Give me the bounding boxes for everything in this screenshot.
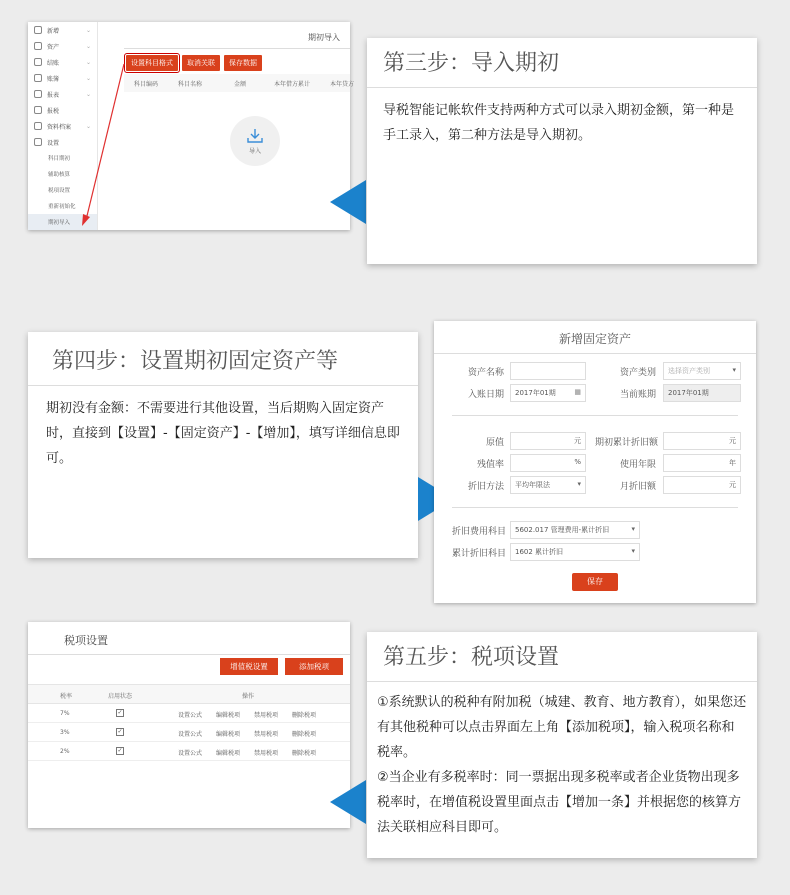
orig-value-input[interactable]: 元 — [510, 432, 586, 450]
chevron-down-icon: ▾ — [631, 547, 635, 555]
step-title: 第五步：税项设置 — [383, 645, 560, 670]
delete-tax-link[interactable]: 删除税项 — [292, 731, 317, 738]
col-status: 启用状态 — [108, 693, 133, 700]
step-body: 导税智能记帐软件支持两种方式可以录入期初金额，第一种是手工录入，第二种方法是导入期初。 — [383, 103, 735, 143]
tax-rate: 7% — [60, 710, 70, 717]
sidebar-item-label: 资料档案 — [47, 123, 72, 131]
sidebar-subitem[interactable]: 重新初始化 — [48, 204, 76, 210]
asset-type-label: 资产类别 — [619, 368, 656, 378]
tax-rate: 3% — [60, 729, 70, 736]
table-header — [124, 74, 355, 92]
monthly-dep-input[interactable]: 元 — [663, 476, 741, 494]
import-button[interactable] — [230, 116, 280, 166]
step-title: 第四步：设置期初固定资产等 — [52, 349, 339, 374]
step4-form-screenshot — [434, 321, 756, 603]
sidebar-subitem[interactable]: 期初导入 — [28, 214, 97, 230]
table-row — [28, 723, 350, 742]
col-name: 科目名称 — [178, 80, 203, 88]
enabled-checkbox[interactable]: ✓ — [117, 709, 123, 716]
cancel-link-button[interactable]: 取消关联 — [182, 55, 220, 71]
sidebar-subitem[interactable]: 科目期初 — [48, 156, 71, 162]
settle-icon — [34, 58, 42, 66]
red-arrow-annotation — [68, 62, 128, 232]
set-formula-link[interactable]: 设置公式 — [178, 750, 203, 757]
save-button[interactable]: 保存 — [572, 573, 618, 591]
sidebar-subitem[interactable]: 辅助核算 — [48, 172, 71, 178]
chevron-down-icon: ▾ — [631, 525, 635, 533]
chevron-down-icon: ▾ — [732, 366, 736, 374]
ledger-icon — [34, 74, 42, 82]
sidebar-item[interactable] — [28, 22, 97, 38]
main-area — [124, 22, 355, 230]
col-ops: 操作 — [242, 693, 255, 700]
entry-date-input[interactable]: 2017年01期 ▦ — [510, 384, 586, 402]
table-row — [28, 704, 350, 723]
step3-screenshot — [28, 22, 355, 230]
col-debit: 本年借方累计 — [274, 80, 311, 88]
step-title: 第三步：导入期初 — [383, 51, 560, 76]
residual-rate-input[interactable]: % — [510, 454, 586, 472]
report-icon — [34, 90, 42, 98]
disable-tax-link[interactable]: 禁用税项 — [254, 712, 279, 719]
entry-date-label: 入账日期 — [467, 390, 504, 400]
step-body: 期初没有金额：不需要进行其他设置，当后期购入固定资产时，直接到【设置】-【固定资产】-【增加】，填写详细信息即可。 — [46, 401, 400, 466]
col-rate: 税率 — [60, 693, 73, 700]
step-body-1: ①系统默认的税种有附加税（城建、教育、地方教育），如果您还有其他税种可以点击界面左上角【添加税项】，输入税项名称和税率。 — [377, 695, 747, 760]
import-label: 导入 — [248, 147, 261, 155]
dep-method-select[interactable]: 平均年限法 ▾ — [510, 476, 586, 494]
acc-dep-input[interactable]: 元 — [663, 432, 741, 450]
chevron-down-icon: ▾ — [577, 480, 581, 488]
tax-icon — [34, 106, 42, 114]
chevron-down-icon: ⌄ — [85, 122, 91, 130]
sidebar-item-label: 资产 — [47, 43, 60, 51]
acc-dep-account-label: 累计折旧科目 — [451, 549, 506, 559]
current-period-field: 2017年01期 — [663, 384, 741, 402]
life-label: 使用年限 — [619, 460, 656, 470]
tax-rate: 2% — [60, 748, 70, 755]
edit-tax-link[interactable]: 编辑税项 — [216, 712, 241, 719]
pointer-arrow — [330, 180, 366, 224]
sidebar-item-label: 结账 — [47, 59, 60, 67]
dep-cost-select[interactable]: 5602.017 管理费用-累计折旧 ▾ — [510, 521, 640, 539]
dep-cost-label: 折旧费用科目 — [451, 527, 506, 537]
dep-method-label: 折旧方法 — [467, 482, 504, 492]
vat-settings-button[interactable]: 增值税设置 — [220, 658, 278, 675]
set-formula-link[interactable]: 设置公式 — [178, 731, 203, 738]
col-credit: 本年贷方 — [330, 80, 355, 88]
orig-value-label: 原值 — [485, 438, 504, 448]
sidebar-item-label: 设置 — [47, 139, 60, 147]
sidebar-item[interactable] — [28, 38, 97, 54]
life-input[interactable]: 年 — [663, 454, 741, 472]
table-row — [28, 742, 350, 761]
chevron-down-icon: ⌄ — [85, 90, 91, 98]
step3-panel — [367, 38, 757, 264]
archive-icon — [34, 122, 42, 130]
save-data-button[interactable]: 保存数据 — [224, 55, 262, 71]
sidebar-item-label: 报表 — [47, 91, 60, 99]
enabled-checkbox[interactable]: ✓ — [117, 728, 123, 735]
add-tax-button[interactable]: 添加税项 — [285, 658, 343, 675]
asset-icon — [34, 42, 42, 50]
monthly-dep-label: 月折旧额 — [619, 482, 656, 492]
current-period-label: 当前账期 — [619, 390, 656, 400]
gear-icon — [34, 138, 42, 146]
set-format-button[interactable]: 设置科目格式 — [126, 55, 178, 71]
download-icon — [246, 128, 264, 144]
person-add-icon — [34, 26, 42, 34]
disable-tax-link[interactable]: 禁用税项 — [254, 731, 279, 738]
edit-tax-link[interactable]: 编辑税项 — [216, 750, 241, 757]
step-body-2: ②当企业有多税率时：同一票据出现多税率或者企业货物出现多税率时，在增值税设置里面点击【增加一条】并根据您的核算方法关联相应科目即可。 — [377, 770, 742, 835]
chevron-down-icon: ⌄ — [85, 26, 91, 34]
form-title: 新增固定资产 — [558, 332, 631, 346]
acc-dep-label: 期初累计折旧额 — [594, 438, 658, 448]
asset-name-label: 资产名称 — [467, 368, 504, 378]
calendar-icon: ▦ — [574, 388, 581, 396]
table-header — [28, 684, 350, 704]
asset-name-input[interactable] — [510, 362, 586, 380]
step4-panel — [28, 332, 418, 558]
sidebar-item-label: 账簿 — [47, 75, 60, 83]
chevron-down-icon: ⌄ — [85, 42, 91, 50]
page-title: 期初导入 — [308, 33, 340, 42]
sidebar-subitem[interactable]: 税项设置 — [48, 188, 71, 194]
residual-rate-label: 残值率 — [476, 460, 504, 470]
delete-tax-link[interactable]: 删除税项 — [292, 712, 317, 719]
disable-tax-link[interactable]: 禁用税项 — [254, 750, 279, 757]
step5-panel — [367, 632, 757, 858]
chevron-down-icon: ⌄ — [85, 58, 91, 66]
sidebar-item-label: 报税 — [47, 107, 60, 115]
pointer-arrow — [330, 780, 366, 824]
asset-type-select[interactable]: 选择资产类别 ▾ — [663, 362, 741, 380]
set-formula-link[interactable]: 设置公式 — [178, 712, 203, 719]
chevron-down-icon: ⌄ — [85, 74, 91, 82]
col-amount: 金额 — [234, 80, 247, 88]
edit-tax-link[interactable]: 编辑税项 — [216, 731, 241, 738]
col-code: 科目编码 — [134, 80, 159, 88]
delete-tax-link[interactable]: 删除税项 — [292, 750, 317, 757]
acc-dep-account-select[interactable]: 1602 累计折旧 ▾ — [510, 543, 640, 561]
sidebar-item-label: 新增 — [47, 27, 60, 35]
step5-screenshot — [28, 622, 350, 828]
page-title: 税项设置 — [64, 634, 108, 647]
enabled-checkbox[interactable]: ✓ — [117, 747, 123, 754]
